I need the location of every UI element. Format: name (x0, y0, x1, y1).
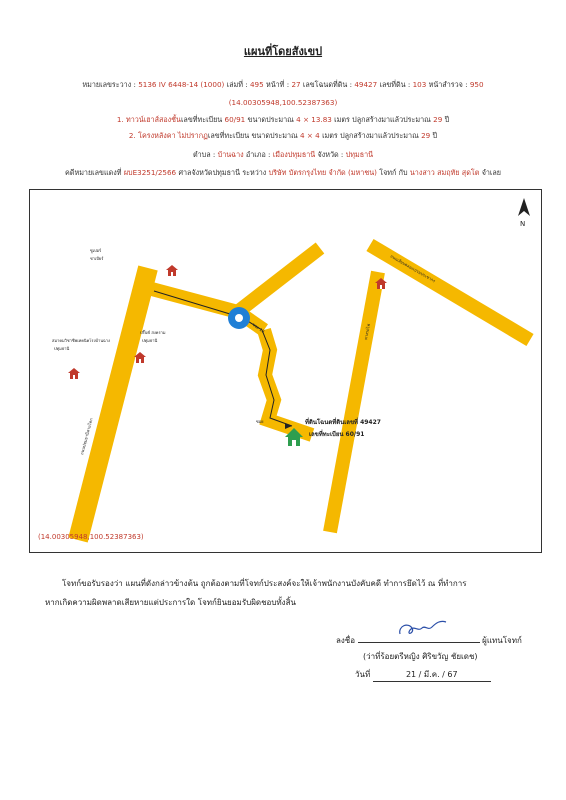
label-court: ศาลจังหวัดปทุมธานี ระหว่าง (178, 168, 267, 177)
label-defendant: จำเลย (481, 168, 502, 177)
building-2-line (0, 131, 566, 142)
value-size: 4 × 4 (300, 131, 320, 140)
date-value: 21 / มี.ค. / 67 (373, 668, 491, 682)
label-land-no: เลขที่ดิน : (379, 80, 411, 89)
label-deed-no: เลขโฉนดที่ดิน : (302, 80, 353, 89)
value-years: 29 (421, 131, 431, 140)
label-built: เมตร ปลูกสร้างมาแล้วประมาณ (322, 131, 419, 140)
date-month: มี.ค. (423, 670, 440, 679)
label-reg-no: เลขที่ทะเบียน (180, 115, 223, 124)
sign-role: ผู้แทนโจทก์ (482, 636, 522, 645)
value-case-no: ผบE3251/2566 (123, 168, 177, 177)
target-label: ที่ดินโฉนดที่ดินเลขที่ 49427 (305, 419, 381, 426)
main-road-left (78, 268, 148, 540)
value-survey-page: 950 (469, 80, 484, 89)
house-icon (166, 265, 178, 276)
value-sheet: 5136 IV 6448-14 (1000) (138, 80, 225, 89)
date-row (355, 668, 491, 682)
place-2-label-2: ปทุมธานี (142, 338, 158, 343)
label-district: อำเภอ : (245, 150, 271, 159)
date-label: วันที่ (355, 670, 371, 679)
label-subdistrict: ตำบล : (192, 150, 216, 159)
label-year-unit: ปี (432, 131, 438, 140)
value-volume: 495 (249, 80, 264, 89)
building-type: โครงหลังคา ไม่ปรากฏ (138, 131, 208, 140)
roads (78, 245, 530, 540)
item-number: 2. (128, 131, 136, 140)
label-versus: โจทก์ กับ (379, 168, 408, 177)
signer-name: (ว่าที่ร้อยตรีหญิง ศิริขวัญ ชัยเดช) (363, 652, 478, 661)
value-years: 29 (433, 115, 443, 124)
coords-bottom: (14.00305948,100.52387363) (38, 533, 144, 541)
road-ne (240, 248, 320, 310)
sign-label: ลงชื่อ (336, 636, 356, 645)
label-size: ขนาดประมาณ (247, 115, 294, 124)
label-province: จังหวัด : (317, 150, 344, 159)
coords-top: (14.00305948,100.52387363) (228, 98, 338, 107)
target-label-2: เลขที่ทะเบียน 60/91 (309, 431, 365, 438)
label-case-no: คดีหมายเลขแดงที่ (64, 168, 122, 177)
label-reg-no: เลขที่ทะเบียน (207, 131, 250, 140)
north-arrow-icon (518, 198, 530, 216)
value-deed-no: 49427 (354, 80, 378, 89)
value-subdistrict: บ้านฉาง (217, 150, 244, 159)
label-page: หน้าที่ : (266, 80, 290, 89)
place-3-label-2: ปทุมธานี (54, 346, 70, 351)
place-1-label-2: ชาเบียร์ (90, 256, 104, 261)
label-built: เมตร ปลูกสร้างมาแล้วประมาณ (334, 115, 431, 124)
road-2-label: ถนนเลียบคลองเปรมประชากร (389, 253, 437, 284)
signature-line (358, 632, 480, 643)
certification-text-2: หากเกิดความผิดพลาดเสียหายแต่ประการใด โจทก์ยินยอมรับผิดชอบทั้งสิ้น (45, 598, 296, 607)
signature-mark (396, 618, 456, 640)
page-title: แผนที่โดยสังเขป (243, 45, 323, 58)
certification-text: โจทก์ขอรับรองว่า แผนที่ดังกล่าวข้างต้น ถูกต้องตามที่โจทก์ประสงค์จะให้เจ้าพนักงานบังคับคดี ทำการยึดไว้ ณ ที่ทำการ (62, 579, 467, 588)
place-2-label: ปริ๊นซ์ สงคราม (140, 330, 166, 335)
value-land-no: 103 (412, 80, 427, 89)
signature-row (336, 632, 522, 647)
location-line (0, 150, 566, 161)
road-railway (330, 272, 378, 532)
value-size: 4 × 13.83 (296, 115, 332, 124)
deed-info-line (0, 80, 566, 91)
place-1-label: ซูเปอร์ (90, 248, 102, 253)
label-sheet: หมายเลขระวาง : (82, 80, 136, 89)
value-page: 27 (291, 80, 301, 89)
road-1-label: ถนนปทุมธานีสามโคก (79, 417, 94, 456)
label-size: ขนาดประมาณ (251, 131, 298, 140)
value-defendant: นางสาว สมฤทัย สุดโต (409, 168, 480, 177)
place-3-label: สมาคมวิชาชีพเทคนิคโรงบ้านฉาง (52, 338, 110, 343)
item-number: 1. (116, 115, 124, 124)
building-type: ทาวน์เฮาส์สองชั้น (125, 115, 181, 124)
road-4-label: ซอย (256, 419, 264, 424)
north-label: N (520, 220, 526, 228)
date-day: 21 (405, 670, 417, 679)
house-icon (68, 368, 80, 379)
map-svg (30, 190, 541, 552)
location-map (29, 189, 542, 553)
label-volume: เล่มที่ : (226, 80, 248, 89)
road-5-label: ซอย 13 (251, 321, 266, 334)
value-district: เมืองปทุมธานี (272, 150, 316, 159)
date-year: 67 (447, 670, 458, 679)
road-upper (148, 288, 238, 312)
value-province: ปทุมธานี (345, 150, 374, 159)
value-reg-no: 60/91 (224, 115, 246, 124)
value-plaintiff: บริษัท บัตรกรุงไทย จำกัด (มหาชน) (268, 168, 377, 177)
case-line (0, 168, 566, 179)
roundabout-center (235, 314, 243, 322)
road-3-label: ทางรถไฟ (363, 323, 372, 341)
label-survey-page: หน้าสำรวจ : (428, 80, 468, 89)
label-year-unit: ปี (444, 115, 450, 124)
building-1-line (0, 115, 566, 126)
